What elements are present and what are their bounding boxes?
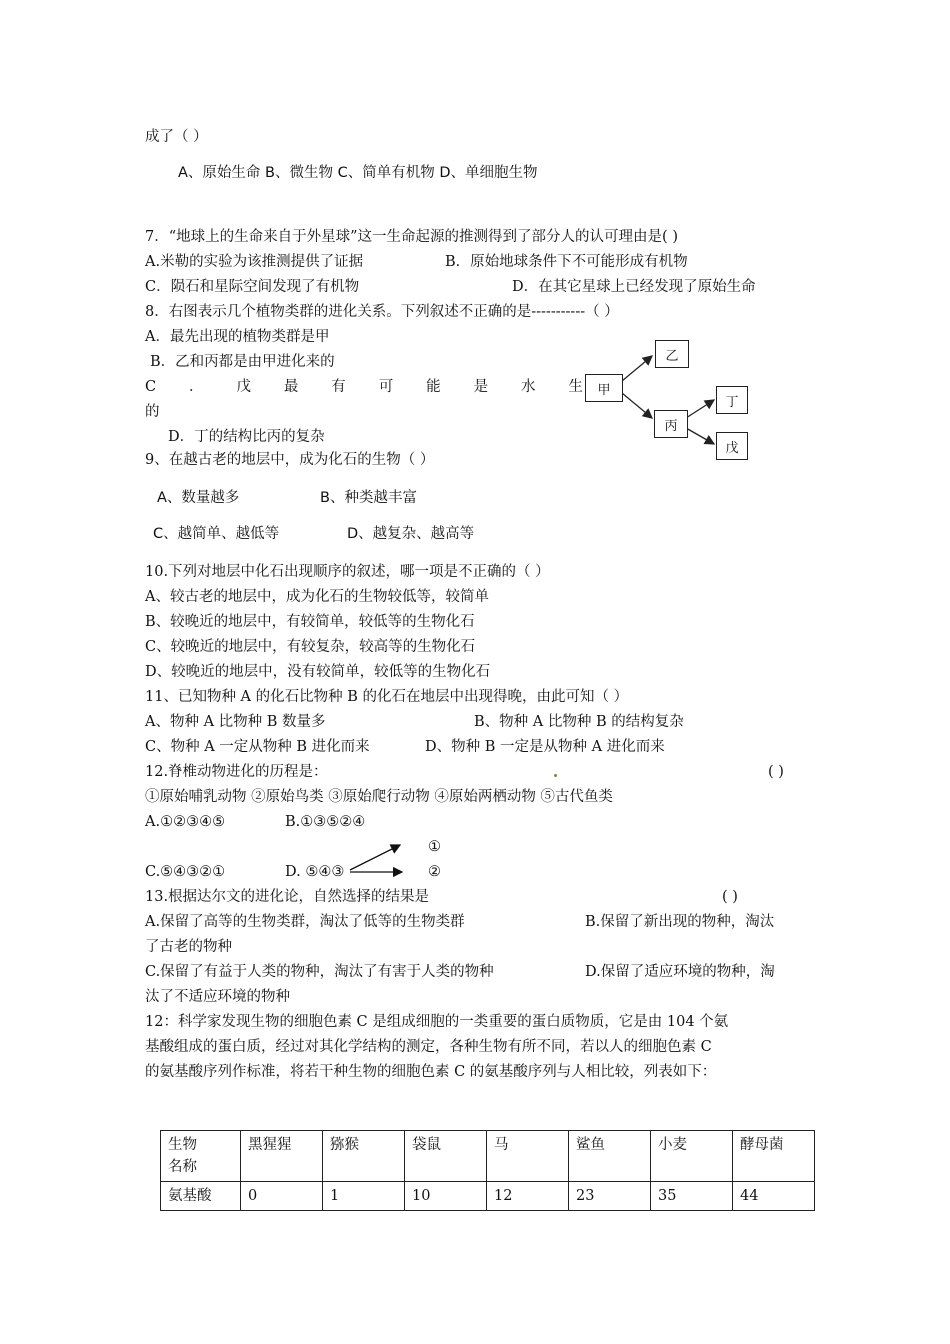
q13-question: 13.根据达尔文的进化论，自然选择的结果是: [145, 889, 430, 905]
species-cell: 马: [487, 1131, 569, 1182]
q7-option-b: B．原始地球条件下不可能形成有机物: [445, 254, 688, 270]
q8-c-char: 有: [331, 379, 346, 395]
header-label-line: 生物: [168, 1137, 197, 1153]
q8-c-char: 戊: [236, 379, 251, 395]
q11-question: 11、已知物种 A 的化石比物种 B 的化石在地层中出现得晚，由此可知（ ）: [145, 689, 629, 705]
species-cell: 鲨鱼: [569, 1131, 651, 1182]
q11-option-c: C、物种 A 一定从物种 B 进化而来: [145, 739, 370, 755]
q12a-branch-top: ①: [428, 839, 441, 855]
q8-c-char: 可: [378, 379, 394, 395]
value-cell: 12: [487, 1182, 569, 1211]
q12b-line2: 基酸组成的蛋白质，经过对其化学结构的测定，各种生物有所不同，若以人的细胞色素 C: [145, 1039, 712, 1055]
q13-option-c: C.保留了有益于人类的物种，淘汰了有害于人类的物种: [145, 964, 494, 980]
q8-option-d: D．丁的结构比丙的复杂: [168, 429, 325, 445]
value-cell: 10: [405, 1182, 487, 1211]
node-yi: 乙: [655, 340, 689, 368]
table-header-row: [161, 1131, 815, 1182]
cytochrome-table: [160, 1130, 815, 1211]
q8-c-char: 最: [283, 379, 299, 395]
q12a-option-b: B.①③⑤②④: [285, 814, 366, 830]
q13-option-b: B.保留了新出现的物种，淘汰: [585, 914, 775, 930]
node-ding: 丁: [716, 386, 748, 414]
q8-question: 8．右图表示几个植物类群的进化关系。下列叙述不正确的是-----------（ ）: [145, 304, 619, 320]
q12b-line1: 12：科学家发现生物的细胞色素 C 是组成细胞的一类重要的蛋白质物质，它是由 104 个氨: [145, 1014, 729, 1030]
q11-option-a: A、物种 A 比物种 B 数量多: [145, 714, 326, 730]
q12a-option-d: D. ⑤④③: [285, 864, 345, 880]
q9-option-d: D、越复杂、越高等: [347, 526, 475, 542]
value-cell: 0: [241, 1182, 323, 1211]
node-wu: 戊: [716, 432, 748, 460]
q9-option-b: B、种类越丰富: [320, 490, 417, 506]
q8-c-char: 是: [473, 379, 489, 395]
q12b-line3: 的氨基酸序列作标准，将若干种生物的细胞色素 C 的氨基酸序列与人相比较，列表如下：: [145, 1064, 717, 1080]
header-label-line: 名称: [168, 1159, 197, 1175]
q13-option-a: A.保留了高等的生物类群，淘汰了低等的生物类群: [145, 914, 465, 930]
q10-option-a: A、较古老的地层中，成为化石的生物较低等，较简单: [145, 589, 489, 605]
node-jia: 甲: [585, 374, 623, 402]
arrow-branch-up: [350, 845, 400, 870]
species-cell: 酵母菌: [733, 1131, 815, 1182]
q12a-option-a: A.①②③④⑤: [145, 814, 226, 830]
node-bing: 丙: [654, 410, 688, 438]
q6-options: A、原始生命 B、微生物 C、简单有机物 D、单细胞生物: [178, 165, 538, 181]
q11-option-b: B、物种 A 比物种 B 的结构复杂: [474, 714, 684, 730]
species-cell: 猕猴: [323, 1131, 405, 1182]
q9-option-c: C、越简单、越低等: [153, 526, 280, 542]
q12a-branch-bottom: ②: [428, 864, 441, 880]
q7-option-d: D．在其它星球上已经发现了原始生命: [512, 279, 756, 295]
q10-option-c: C、较晚近的地层中，有较复杂，较高等的生物化石: [145, 639, 476, 655]
q6-line-end: 成了（ ）: [145, 129, 208, 145]
q7-option-a: A.米勒的实验为该推测提供了证据: [145, 254, 364, 270]
value-cell: 35: [651, 1182, 733, 1211]
q13-option-d-cont: 汰了不适应环境的物种: [145, 989, 290, 1005]
q13-paren: ( ): [722, 889, 738, 905]
q8-c-char: ．: [189, 379, 204, 395]
row-label-cell: 氨基酸: [161, 1182, 241, 1211]
species-cell: 黑猩猩: [241, 1131, 323, 1182]
q7-option-c: C．陨石和星际空间发现了有机物: [145, 279, 360, 295]
q13-option-d: D.保留了适应环境的物种，淘: [585, 964, 775, 980]
q8-c-char: 生: [568, 379, 583, 395]
q9-question: 9、在越古老的地层中，成为化石的生物（ ）: [145, 452, 435, 468]
q8-c-char: C: [145, 379, 157, 395]
q12a-question: 12.脊椎动物进化的历程是：: [145, 764, 328, 780]
q12a-option-c: C.⑤④③②①: [145, 864, 226, 880]
header-label-cell: [161, 1131, 241, 1182]
q13-option-b-cont: 了古老的物种: [145, 939, 232, 955]
q10-option-d: D、较晚近的地层中，没有较简单，较低等的生物化石: [145, 664, 491, 680]
value-cell: 44: [733, 1182, 815, 1211]
table-row: [161, 1182, 815, 1211]
q8-option-a: A．最先出现的植物类群是甲: [145, 329, 330, 345]
q7-question: 7．“地球上的生命来自于外星球”这一生命起源的推测得到了部分人的认可理由是( ): [145, 229, 678, 245]
q12a-paren: ( ): [768, 764, 784, 780]
q11-option-d: D、物种 B 一定是从物种 A 进化而来: [425, 739, 665, 755]
q10-question: 10.下列对地层中化石出现顺序的叙述，哪一项是不正确的（ ）: [145, 564, 550, 580]
species-cell: 袋鼠: [405, 1131, 487, 1182]
q8-option-b: B．乙和丙都是由甲进化来的: [150, 354, 335, 370]
q8-c-char: 能: [426, 379, 441, 395]
q9-option-a: A、数量越多: [157, 490, 240, 506]
q10-option-b: B、较晚近的地层中，有较简单，较低等的生物化石: [145, 614, 475, 630]
value-cell: 1: [323, 1182, 405, 1211]
value-cell: 23: [569, 1182, 651, 1211]
q12a-items: ①原始哺乳动物 ②原始鸟类 ③原始爬行动物 ④原始两栖动物 ⑤古代鱼类: [145, 789, 613, 805]
q8-option-c-cont: 的: [145, 404, 160, 420]
q8-c-char: 水: [520, 379, 536, 395]
species-cell: 小麦: [651, 1131, 733, 1182]
